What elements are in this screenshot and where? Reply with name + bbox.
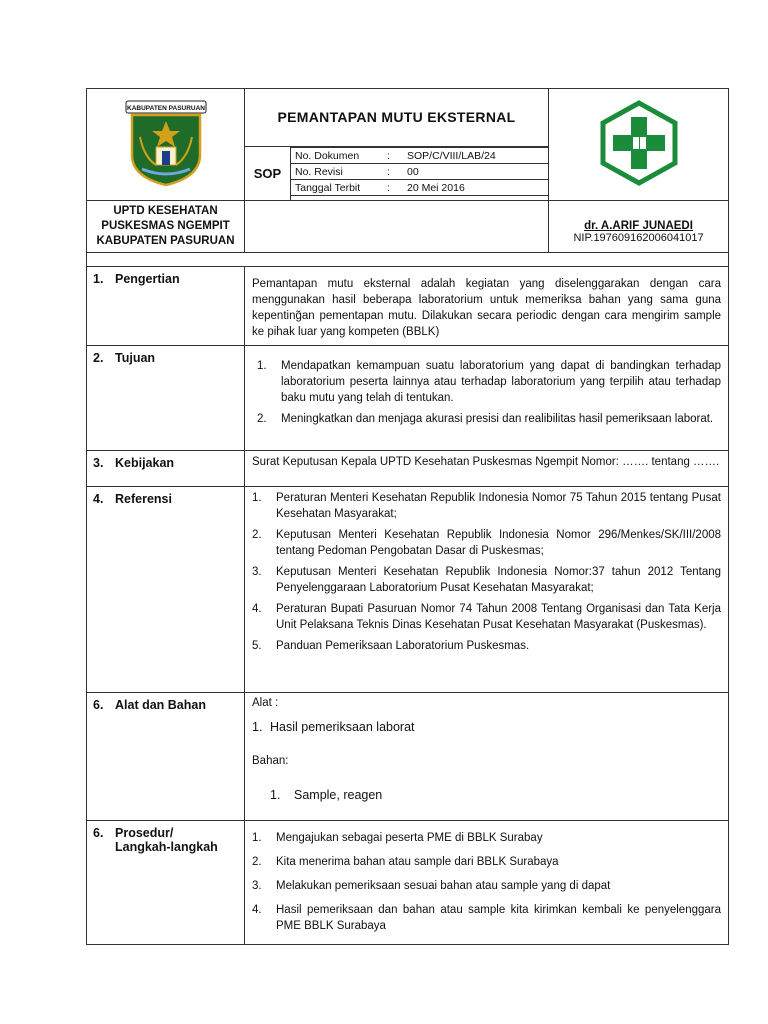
section-title: Tujuan xyxy=(115,350,156,365)
section-number: 1. xyxy=(93,271,104,286)
item-number: 1. xyxy=(257,359,267,372)
doc-key: Tanggal Terbit xyxy=(291,180,383,196)
item-text: Keputusan Menteri Kesehatan Republik Indonesia Nomor 296/Menkes/SK/III/2008 tentang Pedoman Pengobatan Dasar di Puskesmas; xyxy=(276,528,722,557)
doc-sep: : xyxy=(383,164,403,180)
sop-label: SOP xyxy=(245,147,291,201)
item-text: Keputusan Menteri Kesehatan Republik Indonesia Nomor:37 tahun 2012 Tentang Penyelenggaraan Laboratorium Pusat Kesehatan Masyarakat; xyxy=(276,565,722,594)
doc-row xyxy=(291,148,548,164)
item-number: 1. xyxy=(252,491,262,504)
org-line: PUSKESMAS NGEMPIT xyxy=(101,219,230,232)
list-item xyxy=(252,854,721,870)
item-number: 5. xyxy=(252,639,262,652)
section-label-kebijakan xyxy=(87,450,245,486)
alat-bahan-content xyxy=(245,692,729,820)
list-item xyxy=(252,601,721,633)
section-title: Kebijakan xyxy=(115,455,175,470)
kabupaten-pasuruan-crest-icon xyxy=(118,97,214,189)
item-text: Peraturan Menteri Kesehatan Republik Indonesia Nomor 75 Tahun 2015 tentang Pusat Kesehatan Masyarakat; xyxy=(276,491,722,520)
item-number: 1. xyxy=(252,719,263,734)
list-item xyxy=(252,878,721,894)
kebijakan-text: Surat Keputusan Kepala UPTD Kesehatan Puskesmas Ngempit Nomor: ……. tentang ……. xyxy=(245,450,729,486)
prosedur-content xyxy=(245,820,729,944)
list-item xyxy=(252,719,721,735)
item-number: 2. xyxy=(252,855,262,868)
item-number: 4. xyxy=(252,903,262,916)
org-line: KABUPATEN PASURUAN xyxy=(96,234,235,247)
signer-name: dr. A.ARIF JUNAEDI xyxy=(584,219,693,232)
tujuan-content xyxy=(245,345,729,450)
item-text: Mengajukan sebagai peserta PME di BBLK Surabay xyxy=(276,831,543,844)
item-text: Peraturan Bupati Pasuruan Nomor 74 Tahun 2008 Tentang Organisasi dan Tata Kerja Unit Pelaksana Teknis Dinas Kesehatan Pusat Kesehatan Masyarakat (Puskesmas). xyxy=(276,602,722,631)
kabupaten-logo-cell xyxy=(87,89,245,201)
item-number: 3. xyxy=(252,565,262,578)
prosedur-list xyxy=(252,830,721,934)
list-item xyxy=(257,411,721,427)
item-number: 1. xyxy=(270,787,281,802)
section-label-alat-bahan xyxy=(87,692,245,820)
item-text: Hasil pemeriksaan laborat xyxy=(270,719,415,734)
list-item xyxy=(270,787,721,803)
section-number: 6. xyxy=(93,697,104,712)
referensi-content xyxy=(245,486,729,692)
doc-value: SOP/C/VIII/LAB/24 xyxy=(403,148,548,164)
doc-row xyxy=(291,180,548,196)
section-title: Prosedur/ xyxy=(115,825,174,840)
crest-banner-text: KABUPATEN PASURUAN xyxy=(126,104,205,112)
alat-label: Alat : xyxy=(252,696,279,709)
list-item xyxy=(252,527,721,559)
doc-row xyxy=(291,164,548,180)
item-number: 2. xyxy=(257,412,267,425)
bahan-list xyxy=(252,787,721,803)
bahan-label: Bahan: xyxy=(252,754,289,767)
list-item xyxy=(252,490,721,522)
document-info-cell xyxy=(291,147,549,201)
puskesmas-logo-cell xyxy=(549,89,729,201)
section-number: 6. xyxy=(93,825,104,840)
pengertian-text: Pemantapan mutu eksternal adalah kegiatan yang diselenggarakan dengan cara menggunakan hasil beberapa laboratorium untuk memeriksa bahan yang sama guna kepenting̃an pementapan mutu. Dilakukan secara periodic dengan cara mengirim sample ke pihak luar yang kompeten (BBLK) xyxy=(245,266,729,345)
doc-sep: : xyxy=(383,148,403,164)
section-label-tujuan xyxy=(87,345,245,450)
section-label-pengertian xyxy=(87,266,245,345)
puskesmas-logo-icon xyxy=(597,99,681,187)
signer-nip: NIP.197609162006041017 xyxy=(573,231,704,244)
list-item xyxy=(252,638,721,654)
organization-name xyxy=(87,200,245,252)
section-title-continued: Langkah-langkah xyxy=(115,839,218,854)
list-item xyxy=(252,830,721,846)
section-label-referensi xyxy=(87,486,245,692)
doc-sep: : xyxy=(383,180,403,196)
item-number: 1. xyxy=(252,831,262,844)
section-title: Pengertian xyxy=(115,271,180,286)
section-number: 4. xyxy=(93,491,104,506)
item-number: 2. xyxy=(252,528,262,541)
signature-block xyxy=(549,200,729,252)
item-text: Melakukan pemeriksaan sesuai bahan atau sample yang di dapat xyxy=(276,879,611,892)
section-label-prosedur xyxy=(87,820,245,944)
sop-table xyxy=(86,88,729,945)
item-number: 3. xyxy=(252,879,262,892)
doc-key: No. Dokumen xyxy=(291,148,383,164)
doc-key: No. Revisi xyxy=(291,164,383,180)
section-title: Referensi xyxy=(115,491,172,506)
list-item xyxy=(252,564,721,596)
blank-cell xyxy=(245,200,549,252)
spacer-row xyxy=(87,252,729,266)
list-item xyxy=(257,358,721,406)
org-line: UPTD KESEHATAN xyxy=(113,204,218,217)
section-title: Alat dan Bahan xyxy=(115,697,206,712)
item-text: Kita menerima bahan atau sample dari BBLK Surabaya xyxy=(276,855,559,868)
item-text: Panduan Pemeriksaan Laboratorium Puskesmas. xyxy=(276,639,530,652)
list-item xyxy=(252,902,721,934)
doc-value: 00 xyxy=(403,164,548,180)
tujuan-list xyxy=(257,358,721,427)
item-text: Mendapatkan kemampuan suatu laboratorium yang dapat di bandingkan terhadap laboratorium peserta lainnya atau terhadap laboratorium yang terpilih atau terhadap baku mutu yang telah di tentukan. xyxy=(281,359,722,404)
referensi-list xyxy=(252,490,721,654)
item-text: Meningkatkan dan menjaga akurasi presisi dan realibilitas hasil pemeriksaan laborat. xyxy=(281,412,714,425)
document-info-table xyxy=(291,147,548,200)
alat-list xyxy=(252,719,721,735)
section-number: 2. xyxy=(93,350,104,365)
sop-document xyxy=(86,88,728,945)
section-number: 3. xyxy=(93,455,104,470)
item-text: Hasil pemeriksaan dan bahan atau sample kita kirimkan kembali ke penyelenggara PME BBLK Surabaya xyxy=(276,903,722,932)
doc-value: 20 Mei 2016 xyxy=(403,180,548,196)
document-title: PEMANTAPAN MUTU EKSTERNAL xyxy=(245,89,549,147)
item-text: Sample, reagen xyxy=(294,787,383,802)
item-number: 4. xyxy=(252,602,262,615)
